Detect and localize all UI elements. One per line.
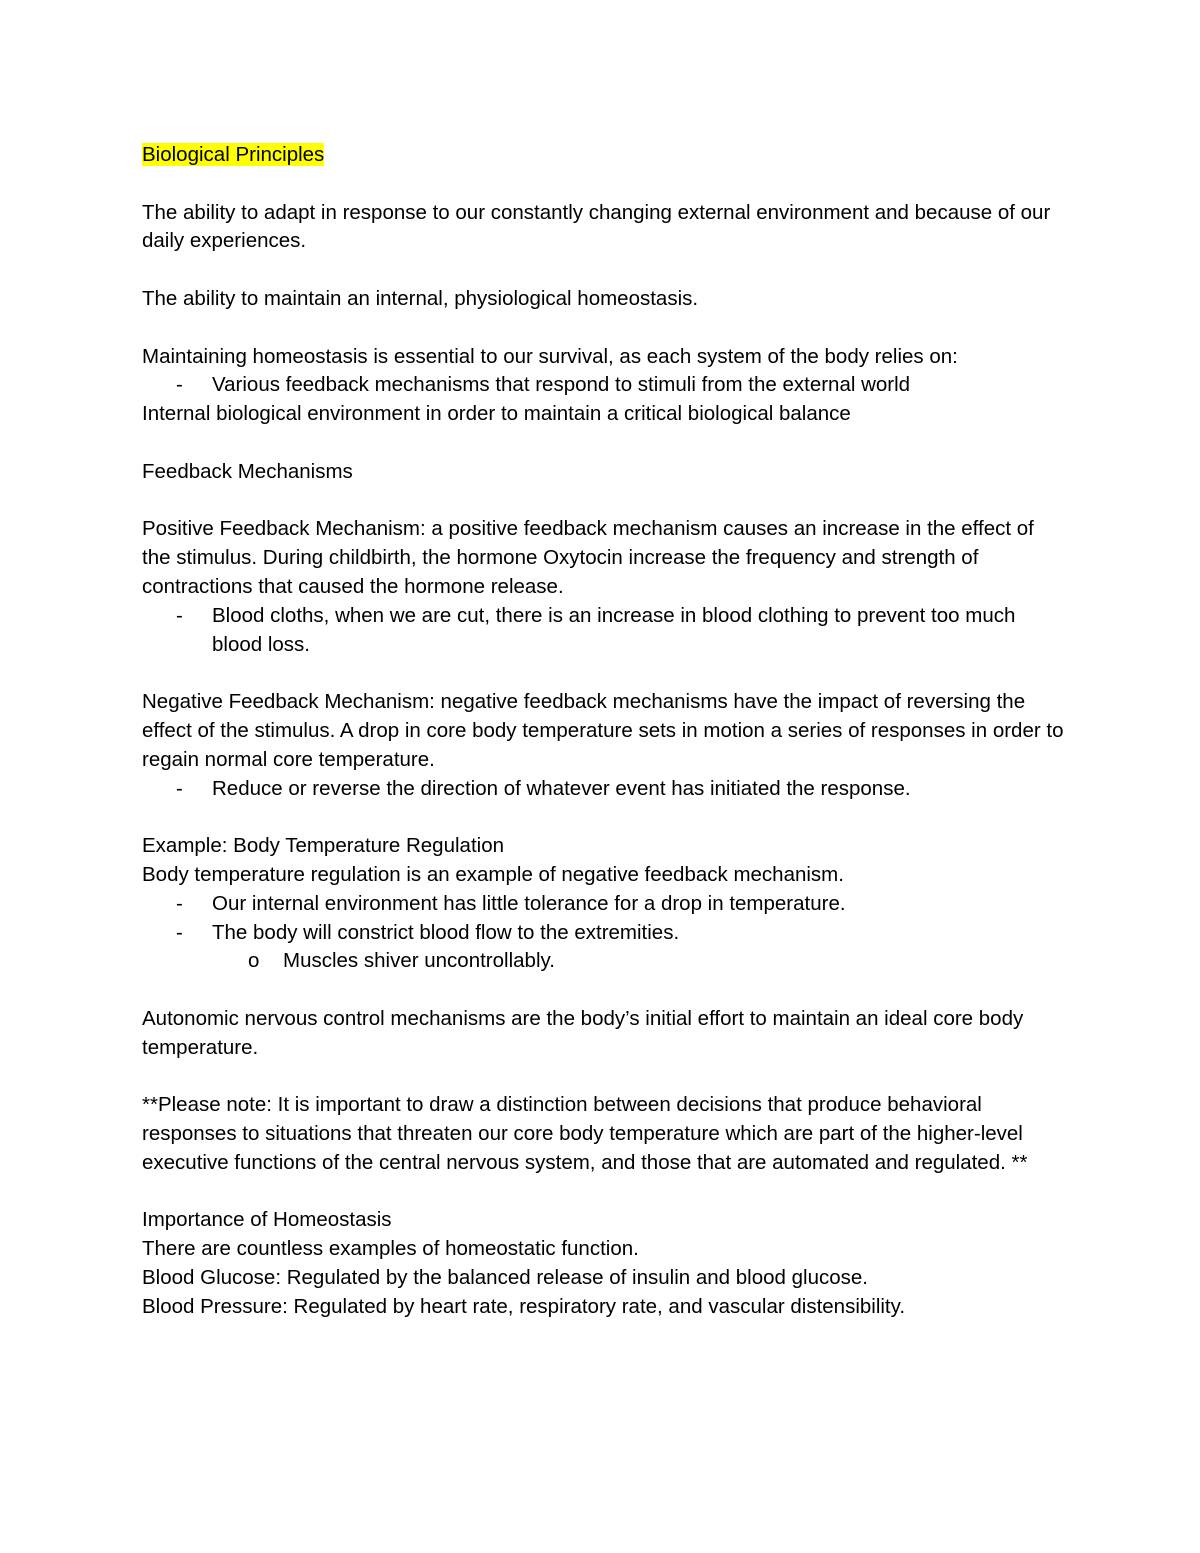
blank-line [142, 659, 1067, 688]
title-highlight: Biological Principles [142, 143, 325, 166]
sub-list-item [142, 947, 1067, 976]
list-item-text: Blood cloths, when we are cut, there is an increase in blood clothing to prevent too much blood loss. [212, 603, 1016, 656]
circle-bullet: o [248, 949, 260, 973]
list-item-text: Various feedback mechanisms that respond to stimuli from the external world [212, 373, 911, 397]
blank-line [142, 1178, 1067, 1207]
list-item-text: The body will constrict blood flow to the extremities. [212, 920, 680, 944]
paragraph-blood-glucose: Blood Glucose: Regulated by the balanced release of insulin and blood glucose. [142, 1266, 868, 1290]
paragraph-positive-feedback: Positive Feedback Mechanism: a positive feedback mechanism causes an increase in the effect of the stimulus. During childbirth, the hormone Oxytocin increase the frequency and strength of contractions that caused the hormone release. [142, 517, 1034, 598]
list-item [142, 775, 1067, 804]
blank-line [142, 314, 1067, 343]
blank-line [142, 976, 1067, 1005]
heading-importance: Importance of Homeostasis [142, 1208, 392, 1232]
paragraph-internal: Internal biological environment in order to maintain a critical biological balance [142, 402, 851, 426]
dash-bullet: - [176, 776, 183, 800]
paragraph-example: Body temperature regulation is an example of negative feedback mechanism. [142, 862, 844, 886]
paragraph-blood-pressure: Blood Pressure: Regulated by heart rate, respiratory rate, and vascular distensibility. [142, 1294, 906, 1318]
blank-line [142, 803, 1067, 832]
paragraph-adapt: The ability to adapt in response to our constantly changing external environment and because of our daily experiences. [142, 200, 1051, 253]
blank-line [142, 170, 1067, 199]
paragraph-maintain: The ability to maintain an internal, physiological homeostasis. [142, 286, 699, 310]
paragraph-note: **Please note: It is important to draw a distinction between decisions that produce behavioral responses to situations that threaten our core body temperature which are part of the higher-level executive functions of the central nervous system, and those that are automated and regulated. ** [142, 1093, 1028, 1174]
blank-line [142, 487, 1067, 516]
paragraph-importance: There are countless examples of homeostatic function. [142, 1237, 639, 1261]
blank-line [142, 429, 1067, 458]
sub-list-item-text: Muscles shiver uncontrollably. [283, 949, 555, 973]
dash-bullet: - [176, 920, 183, 944]
dash-bullet: - [176, 603, 183, 627]
paragraph-essential: Maintaining homeostasis is essential to our survival, as each system of the body relies on: [142, 344, 958, 368]
heading-example: Example: Body Temperature Regulation [142, 834, 504, 858]
list-item [142, 919, 1067, 948]
document-title [142, 141, 1067, 170]
list-item [142, 602, 1067, 660]
paragraph-negative-feedback: Negative Feedback Mechanism: negative feedback mechanisms have the impact of reversing the effect of the stimulus. A drop in core body temperature sets in motion a series of responses in order to regain normal core temperature. [142, 690, 1064, 771]
list-item-text: Our internal environment has little tolerance for a drop in temperature. [212, 891, 846, 915]
list-item-text: Reduce or reverse the direction of whatever event has initiated the response. [212, 776, 911, 800]
dash-bullet: - [176, 373, 183, 397]
list-item [142, 371, 1067, 400]
blank-line [142, 256, 1067, 285]
paragraph-autonomic: Autonomic nervous control mechanisms are the body’s initial effort to maintain an ideal core body temperature. [142, 1006, 1024, 1059]
dash-bullet: - [176, 891, 183, 915]
document-body [142, 141, 1067, 1322]
list-item [142, 890, 1067, 919]
blank-line [142, 1063, 1067, 1092]
heading-feedback-mechanisms: Feedback Mechanisms [142, 459, 353, 483]
